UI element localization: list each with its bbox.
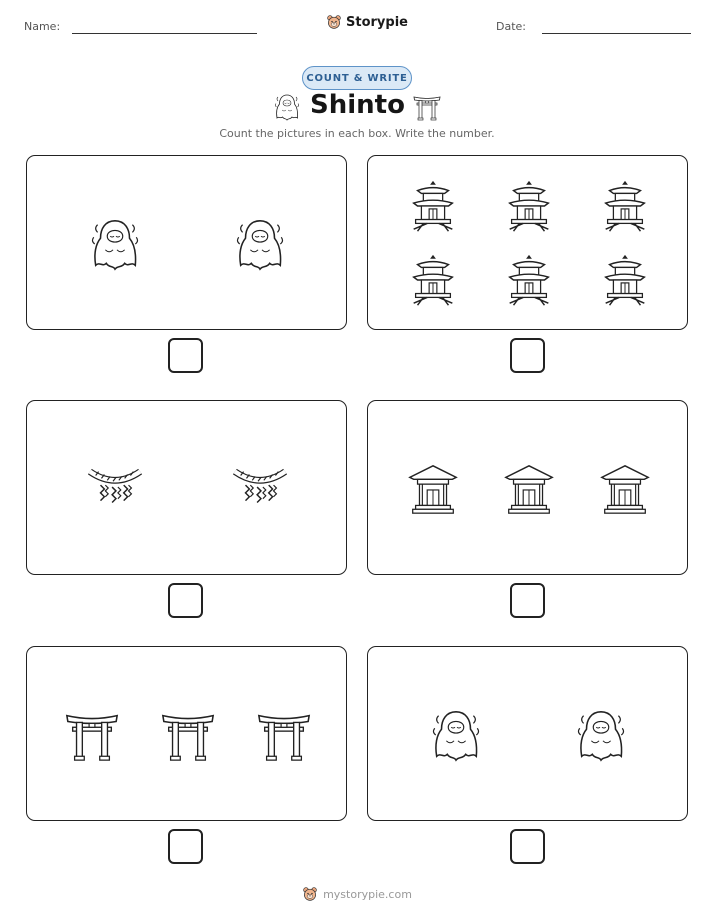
name-line[interactable] <box>72 33 257 34</box>
answer-box-2[interactable] <box>510 338 545 373</box>
shimenawa-rope-icon <box>86 460 144 518</box>
footer-url[interactable]: mystorypie.com <box>323 887 412 901</box>
count-box-3 <box>26 400 347 575</box>
answer-box-4[interactable] <box>510 583 545 618</box>
date-line[interactable] <box>542 33 691 34</box>
pagoda-shrine-icon <box>500 251 558 309</box>
count-box-2 <box>367 155 688 330</box>
pagoda-shrine-icon <box>404 177 462 235</box>
count-write-badge: COUNT & WRITE <box>302 66 412 90</box>
yurei-ghost-icon <box>231 215 289 273</box>
bear-footer-icon <box>302 886 318 902</box>
count-box-1 <box>26 155 347 330</box>
instructions: Count the pictures in each box. Write the number. <box>219 127 495 140</box>
pagoda-shrine-icon <box>404 251 462 309</box>
pagoda-shrine-icon <box>596 251 654 309</box>
shimenawa-rope-icon <box>231 460 289 518</box>
pagoda-shrine-icon <box>500 177 558 235</box>
brand-logo <box>326 14 408 30</box>
bear-logo-icon <box>326 14 342 30</box>
answer-box-3[interactable] <box>168 583 203 618</box>
date-label: Date: <box>496 20 526 33</box>
page-title: Shinto <box>310 90 405 120</box>
answer-box-6[interactable] <box>510 829 545 864</box>
yurei-ghost-icon <box>572 706 630 764</box>
shrine-gate-house-icon <box>404 460 462 518</box>
pagoda-shrine-icon <box>596 177 654 235</box>
count-box-4 <box>367 400 688 575</box>
torii-gate-icon <box>159 706 217 764</box>
yurei-ghost-icon <box>86 215 144 273</box>
torii-gate-icon <box>255 706 313 764</box>
brand-name: Storypie <box>346 14 408 30</box>
answer-box-1[interactable] <box>168 338 203 373</box>
answer-box-5[interactable] <box>168 829 203 864</box>
footer <box>0 886 714 902</box>
torii-gate-icon <box>63 706 121 764</box>
yurei-ghost-icon <box>427 706 485 764</box>
count-box-6 <box>367 646 688 821</box>
shrine-gate-house-icon <box>596 460 654 518</box>
ghost-title-icon <box>272 92 302 122</box>
count-box-5 <box>26 646 347 821</box>
name-label: Name: <box>24 20 61 33</box>
shrine-gate-house-icon <box>500 460 558 518</box>
torii-title-icon <box>412 92 442 122</box>
